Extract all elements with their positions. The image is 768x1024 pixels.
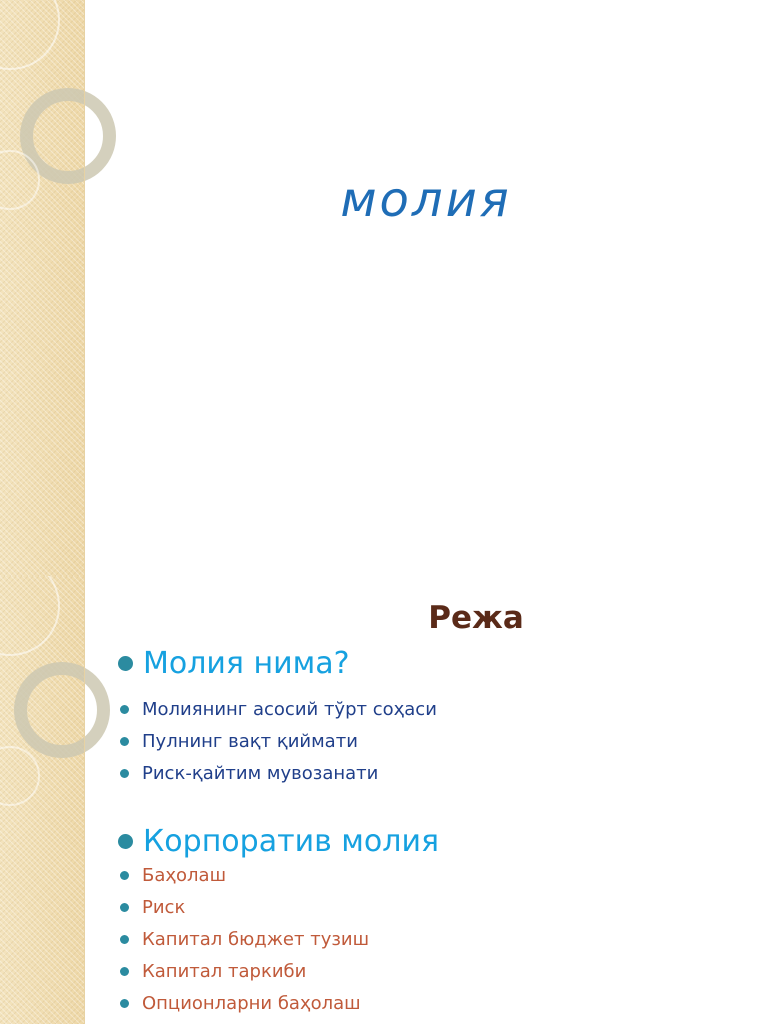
bullet-icon xyxy=(118,656,133,671)
plan-slide xyxy=(0,576,768,1024)
strip-edge xyxy=(84,576,85,1024)
list-item: Молиянинг асосий тўрт соҳаси xyxy=(118,693,437,725)
section-title-text: Корпоратив молия xyxy=(143,824,439,859)
list-item: Опционларни баҳолаш xyxy=(118,987,439,1019)
bullet-icon xyxy=(120,705,129,714)
bullet-icon xyxy=(120,903,129,912)
list-item: Капитал бюджет тузиш xyxy=(118,923,439,955)
section-title-text: Молия нима? xyxy=(143,646,350,681)
bullet-icon xyxy=(120,871,129,880)
decorative-ring-icon xyxy=(0,746,40,806)
bullet-icon xyxy=(120,999,129,1008)
plan-heading: Режа xyxy=(428,600,524,636)
bullet-icon xyxy=(120,967,129,976)
section-items xyxy=(118,693,437,789)
decorative-side-strip xyxy=(0,0,85,576)
section-title xyxy=(118,824,439,859)
strip-edge xyxy=(84,0,85,576)
section-items xyxy=(118,859,439,1019)
bullet-icon xyxy=(120,935,129,944)
list-item: Риск-қайтим мувозанати xyxy=(118,757,437,789)
section-title xyxy=(118,646,437,681)
decorative-ring-icon xyxy=(0,576,60,656)
section-corporate-finance xyxy=(118,824,439,1019)
section-what-is-finance xyxy=(118,646,437,789)
slide-title: молия xyxy=(340,172,512,228)
bullet-icon xyxy=(120,737,129,746)
list-item: Пулнинг вақт қиймати xyxy=(118,725,437,757)
bullet-icon xyxy=(118,834,133,849)
list-item: Капитал таркиби xyxy=(118,955,439,987)
decorative-ring-icon xyxy=(0,0,60,70)
decorative-ring-icon xyxy=(14,662,110,758)
list-item: Риск xyxy=(118,891,439,923)
bullet-icon xyxy=(120,769,129,778)
decorative-side-strip xyxy=(0,576,85,1024)
list-item: Баҳолаш xyxy=(118,859,439,891)
